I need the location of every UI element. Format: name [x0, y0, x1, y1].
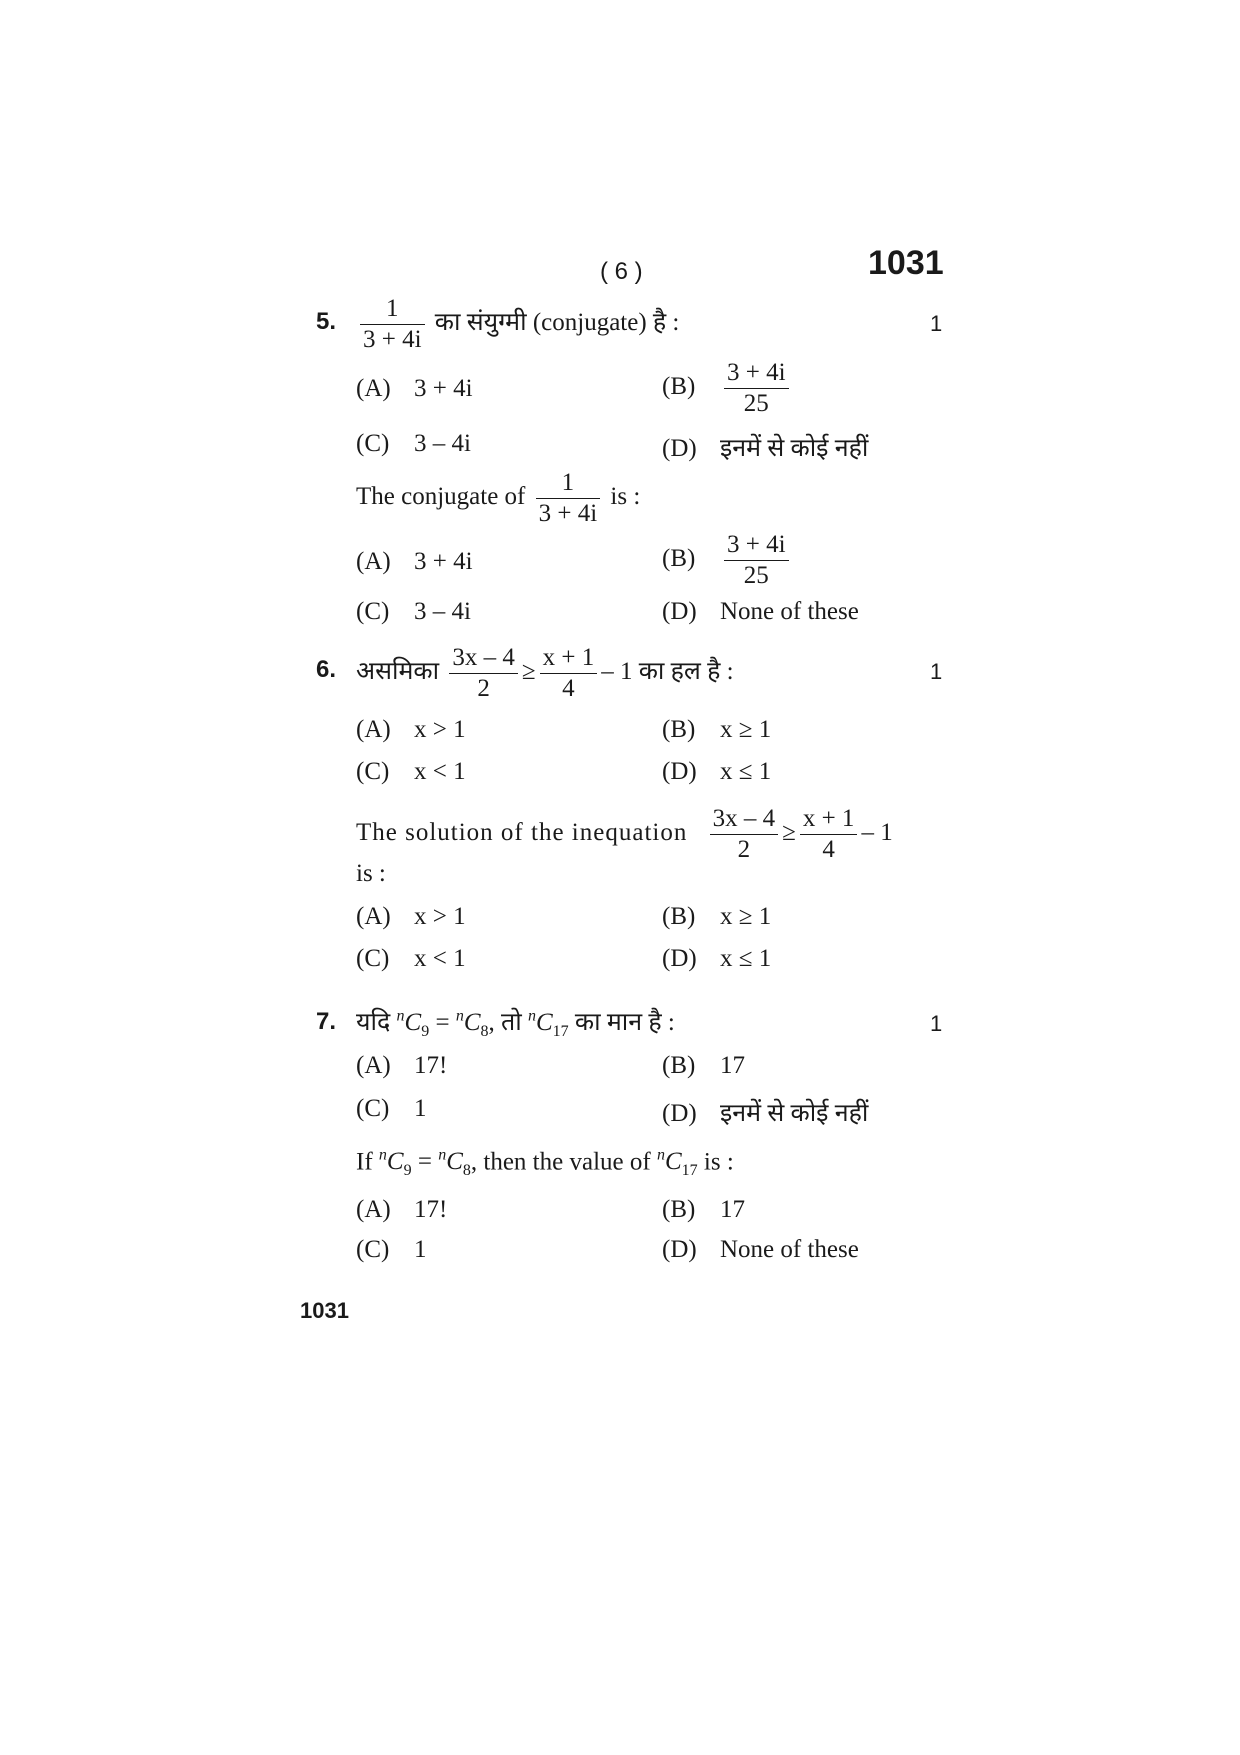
- fraction: [800, 804, 858, 865]
- option-value: None of these: [720, 598, 859, 625]
- option-label: (B): [662, 716, 696, 743]
- option-value: x > 1: [414, 903, 466, 930]
- option-label: (A): [356, 548, 391, 575]
- option-a: [356, 716, 466, 744]
- paper-code-footer: 1031: [300, 1298, 349, 1323]
- question-text: का मान है :: [574, 1009, 675, 1036]
- option-b: [662, 1196, 745, 1224]
- option-c: [356, 1095, 427, 1123]
- option-d: [662, 945, 771, 973]
- option-value: x ≥ 1: [720, 903, 772, 930]
- question-marks: 1: [930, 659, 943, 684]
- fraction-denominator: 25: [724, 388, 789, 419]
- option-label: (B): [662, 903, 696, 930]
- option-label: (D): [662, 1236, 697, 1263]
- fraction-numerator: 3x – 4: [712, 805, 776, 832]
- option-b: [662, 1052, 745, 1080]
- math-combination: $^nC_{17}$: [527, 1007, 569, 1040]
- page-number: ( 6 ): [600, 258, 643, 285]
- fraction: [360, 294, 425, 355]
- question-marks: 1: [930, 1011, 943, 1036]
- fraction-numerator: 1: [561, 469, 575, 496]
- question-text: is :: [703, 1148, 734, 1176]
- fraction-numerator: x + 1: [802, 805, 855, 832]
- fraction: [724, 358, 789, 419]
- question-text: , तो: [488, 1009, 522, 1036]
- question-text: The conjugate of: [356, 483, 526, 511]
- option-value: 17: [720, 1196, 745, 1223]
- fraction-numerator: 1: [386, 295, 399, 322]
- option-label: (A): [356, 903, 391, 930]
- option-label: (C): [356, 1236, 390, 1263]
- option-label: (A): [356, 716, 391, 743]
- option-value: x < 1: [414, 758, 466, 785]
- fraction-denominator: 25: [724, 560, 789, 591]
- option-label: (D): [662, 758, 697, 785]
- question-text: यदि: [356, 1009, 391, 1036]
- inequality-tail: – 1: [861, 819, 893, 847]
- question-text: , then the value of: [470, 1148, 651, 1176]
- question-7-hindi: [356, 1004, 675, 1041]
- option-value: 17!: [414, 1196, 448, 1223]
- math-combination: $^nC_9 = ^nC_8$: [378, 1147, 471, 1180]
- fraction-numerator: x + 1: [542, 644, 595, 671]
- option-value: इनमें से कोई नहीं: [720, 435, 869, 462]
- option-value: 1: [414, 1236, 427, 1263]
- option-value: x ≥ 1: [720, 716, 772, 743]
- option-value: 17: [720, 1052, 745, 1079]
- option-d: [662, 1236, 859, 1264]
- fraction-denominator: 2: [449, 673, 518, 704]
- question-number: 7.: [316, 1008, 337, 1035]
- question-text: का संयुग्मी (conjugate) है :: [434, 309, 680, 337]
- option-c: [356, 945, 466, 973]
- fraction-denominator: 4: [540, 673, 598, 704]
- option-value: 3 + 4i: [414, 548, 473, 575]
- option-b: [662, 716, 771, 744]
- question-text: is :: [356, 860, 386, 887]
- fraction-numerator: 3x – 4: [452, 644, 515, 671]
- option-d: [662, 430, 868, 464]
- question-text: is :: [610, 483, 641, 511]
- option-label: (B): [662, 545, 696, 573]
- fraction: [449, 643, 518, 704]
- option-b: [662, 530, 793, 591]
- fraction-numerator: 3 + 4i: [727, 531, 786, 558]
- option-a: [356, 548, 473, 576]
- option-c: [356, 1236, 427, 1264]
- option-c: [356, 430, 471, 458]
- math-combination: $^nC_{17}$: [656, 1147, 698, 1180]
- option-value: 17!: [414, 1052, 448, 1079]
- option-value: 1: [414, 1095, 427, 1122]
- option-label: (B): [662, 373, 696, 401]
- option-label: (A): [356, 375, 391, 402]
- option-label: (A): [356, 1196, 391, 1223]
- fraction-denominator: 3 + 4i: [536, 498, 601, 529]
- fraction-denominator: 2: [710, 834, 779, 865]
- question-text: The solution of the inequation: [356, 819, 688, 847]
- option-value: 3 + 4i: [414, 375, 473, 402]
- option-d: [662, 598, 859, 626]
- option-label: (D): [662, 945, 697, 972]
- question-text: का हल है :: [638, 658, 734, 686]
- question-marks: 1: [930, 311, 943, 336]
- inequality-sign: ≥: [782, 819, 796, 847]
- fraction: [540, 643, 598, 704]
- option-value: 3 – 4i: [414, 598, 471, 625]
- question-5-english: [356, 468, 640, 529]
- question-5-hindi: [356, 294, 679, 355]
- option-a: [356, 903, 466, 931]
- inequality-sign: ≥: [521, 658, 536, 686]
- option-value: x ≤ 1: [720, 758, 772, 785]
- question-6-hindi: [356, 643, 734, 704]
- option-label: (B): [662, 1052, 696, 1079]
- fraction-numerator: 3 + 4i: [727, 359, 786, 386]
- option-label: (C): [356, 430, 390, 457]
- option-c: [356, 758, 466, 786]
- option-d: [662, 1095, 868, 1129]
- option-value: x > 1: [414, 716, 466, 743]
- question-6-english: [356, 804, 893, 865]
- fraction-denominator: 4: [800, 834, 858, 865]
- inequality-tail: – 1: [601, 658, 633, 686]
- option-label: (D): [662, 598, 697, 625]
- question-number: 5.: [316, 308, 337, 335]
- option-d: [662, 758, 771, 786]
- option-b: [662, 358, 793, 419]
- fraction-denominator: 3 + 4i: [360, 324, 425, 355]
- option-value: x ≤ 1: [720, 945, 772, 972]
- option-a: [356, 1196, 447, 1224]
- option-b: [662, 903, 771, 931]
- option-label: (C): [356, 758, 390, 785]
- option-c: [356, 598, 471, 626]
- question-text: असमिका: [356, 658, 440, 686]
- option-label: (C): [356, 598, 390, 625]
- option-label: (D): [662, 435, 697, 462]
- fraction: [710, 804, 779, 865]
- option-label: (C): [356, 1095, 390, 1122]
- fraction: [724, 530, 789, 591]
- option-value: x < 1: [414, 945, 466, 972]
- math-combination: $^nC_9 = ^nC_8$: [396, 1007, 489, 1040]
- option-a: [356, 1052, 447, 1080]
- question-text: If: [356, 1148, 373, 1176]
- option-value: None of these: [720, 1236, 859, 1263]
- option-label: (B): [662, 1196, 696, 1223]
- option-label: (A): [356, 1052, 391, 1079]
- question-7-english: [356, 1147, 734, 1180]
- fraction: [536, 468, 601, 529]
- paper-code-header: 1031: [868, 244, 944, 282]
- option-value: 3 – 4i: [414, 430, 471, 457]
- option-a: [356, 375, 473, 403]
- option-label: (C): [356, 945, 390, 972]
- question-number: 6.: [316, 656, 337, 683]
- option-value: इनमें से कोई नहीं: [720, 1100, 869, 1127]
- option-label: (D): [662, 1100, 697, 1127]
